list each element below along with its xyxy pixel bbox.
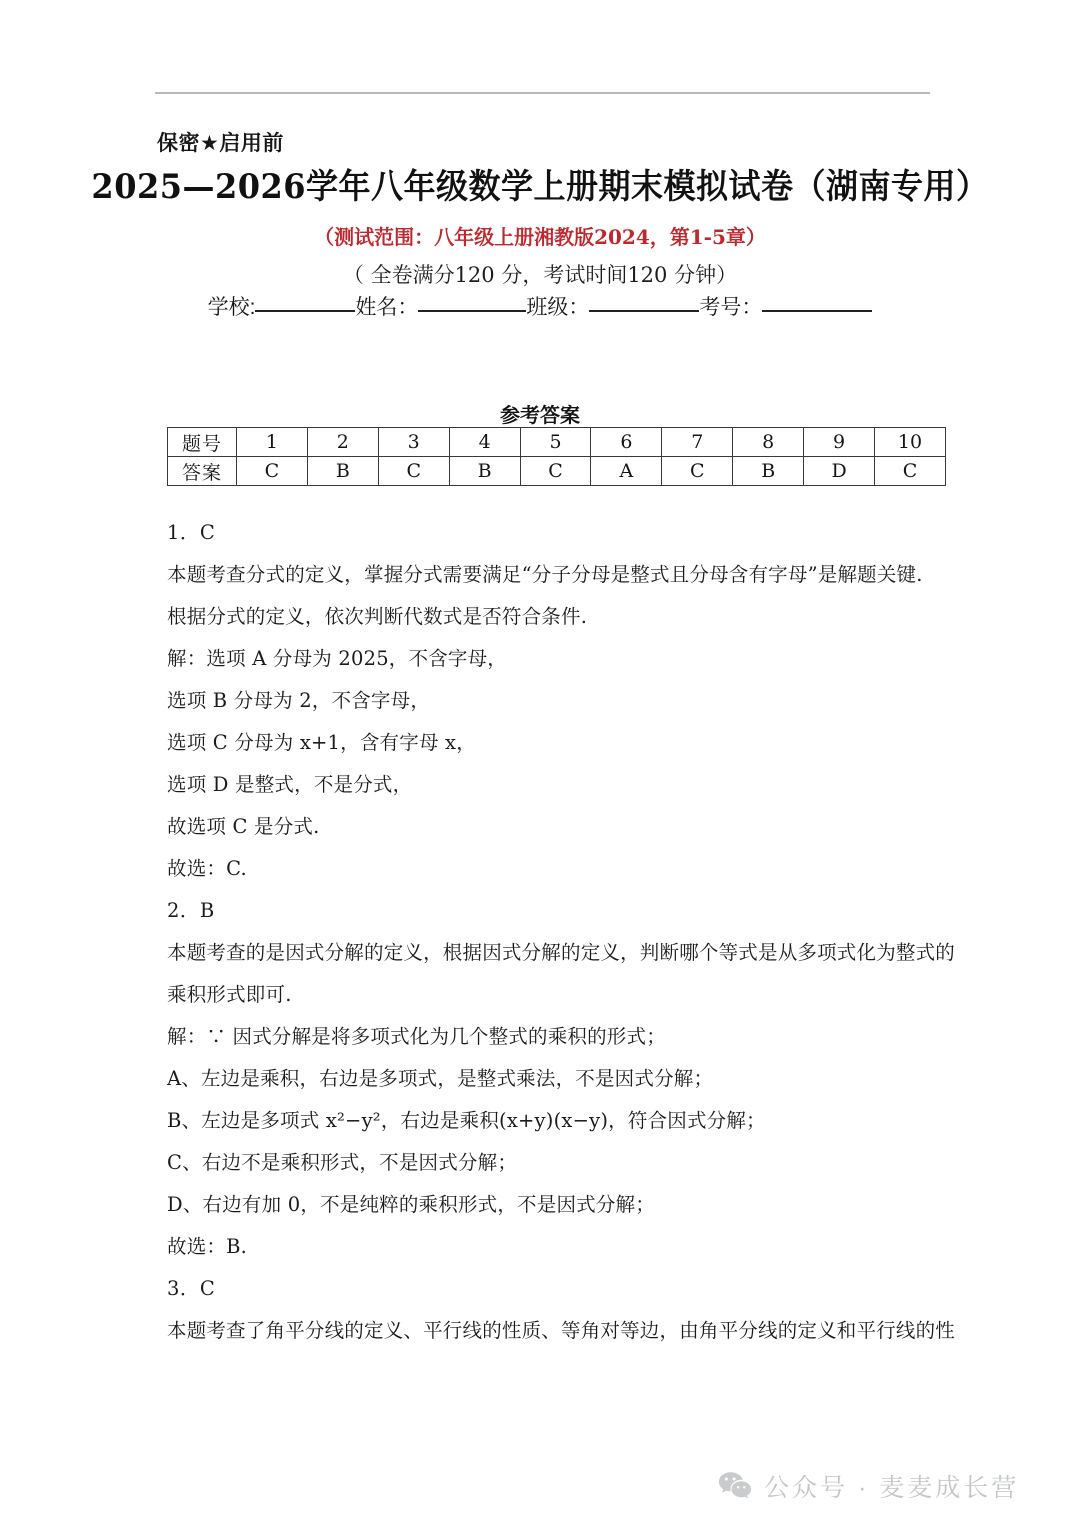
solution-line: 2．B [167, 899, 215, 922]
row-header-question: 题号 [168, 428, 237, 457]
confidential-notice: 保密★启用前 [157, 132, 284, 155]
table-cell-answer: A [591, 457, 662, 486]
table-cell-answer: B [449, 457, 520, 486]
page-title: 2025—2026学年八年级数学上册期末模拟试卷（湖南专用） [91, 166, 989, 207]
wechat-icon [718, 1471, 752, 1501]
answer-key-heading: 参考答案 [500, 403, 580, 427]
solution-line: A、左边是乘积，右边是多项式，是整式乘法，不是因式分解； [167, 1067, 714, 1090]
table-cell-answer: B [307, 457, 378, 486]
document-subtitle: （测试范围：八年级上册湘教版2024，第1-5章） [314, 225, 766, 249]
answer-key-table [167, 427, 946, 486]
solution-line: 解：选项 A 分母为 2025，不含字母， [167, 647, 508, 670]
table-cell-qnum: 5 [520, 428, 591, 457]
solution-line: C、右边不是乘积形式，不是因式分解； [167, 1151, 518, 1174]
name-input[interactable] [418, 310, 526, 312]
solution-line: 解：∵ 因式分解是将多项式化为几个整式的乘积的形式； [167, 1025, 666, 1048]
table-cell-qnum: 7 [662, 428, 733, 457]
table-row-answers [168, 457, 946, 486]
header-divider [155, 92, 930, 94]
table-cell-answer: D [804, 457, 875, 486]
table-cell-qnum: 1 [237, 428, 308, 457]
school-input[interactable] [255, 310, 355, 312]
exam-no-label: 考号： [699, 296, 763, 319]
solution-line: 故选项 C 是分式. [167, 815, 320, 838]
table-cell-answer: C [520, 457, 591, 486]
solutions-body [167, 512, 956, 1352]
class-label: 班级： [526, 296, 590, 319]
table-cell-answer: C [237, 457, 308, 486]
table-cell-qnum: 9 [804, 428, 875, 457]
table-cell-qnum: 4 [449, 428, 520, 457]
exam-no-input[interactable] [762, 310, 872, 312]
table-cell-qnum: 10 [875, 428, 946, 457]
solution-line: 本题考查了角平分线的定义、平行线的性质、等角对等边，由角平分线的定义和平行线的性 [167, 1319, 956, 1342]
table-cell-answer: C [662, 457, 733, 486]
class-input[interactable] [589, 310, 699, 312]
solution-line: 选项 C 分母为 x+1，含有字母 x， [167, 731, 476, 754]
table-cell-answer: B [733, 457, 804, 486]
watermark [718, 1468, 1019, 1504]
table-cell-answer: C [875, 457, 946, 486]
solution-line: 本题考查分式的定义，掌握分式需要满足“分子分母是整式且分母含有字母”是解题关键. [167, 563, 923, 586]
name-label: 姓名： [355, 296, 419, 319]
table-cell-qnum: 2 [307, 428, 378, 457]
table-row-question-numbers [168, 428, 946, 457]
solution-line: 根据分式的定义，依次判断代数式是否符合条件. [167, 605, 588, 628]
solution-line: 1．C [167, 521, 216, 544]
student-info-fields [0, 291, 1080, 321]
watermark-text: 公众号 · 麦麦成长营 [764, 1474, 1020, 1502]
school-label: 学校: [207, 296, 256, 319]
solution-line: 故选：B. [167, 1235, 248, 1258]
solution-line: 故选：C. [167, 857, 247, 880]
solution-line: 3．C [167, 1277, 216, 1300]
solution-line: 选项 D 是整式，不是分式， [167, 773, 413, 796]
row-header-answer: 答案 [168, 457, 237, 486]
table-cell-qnum: 6 [591, 428, 662, 457]
solution-line: 本题考查的是因式分解的定义，根据因式分解的定义，判断哪个等式是从多项式化为整式的 [167, 941, 956, 964]
score-time-line: （ 全卷满分120 分，考试时间120 分钟） [342, 263, 738, 287]
solution-line: D、右边有加 0，不是纯粹的乘积形式，不是因式分解； [167, 1193, 655, 1216]
table-cell-qnum: 8 [733, 428, 804, 457]
solution-line: B、左边是多项式 x²−y²，右边是乘积(x+y)(x−y)，符合因式分解； [167, 1109, 766, 1132]
table-cell-answer: C [378, 457, 449, 486]
solution-line: 乘积形式即可. [167, 983, 292, 1006]
table-cell-qnum: 3 [378, 428, 449, 457]
solution-line: 选项 B 分母为 2，不含字母， [167, 689, 431, 712]
